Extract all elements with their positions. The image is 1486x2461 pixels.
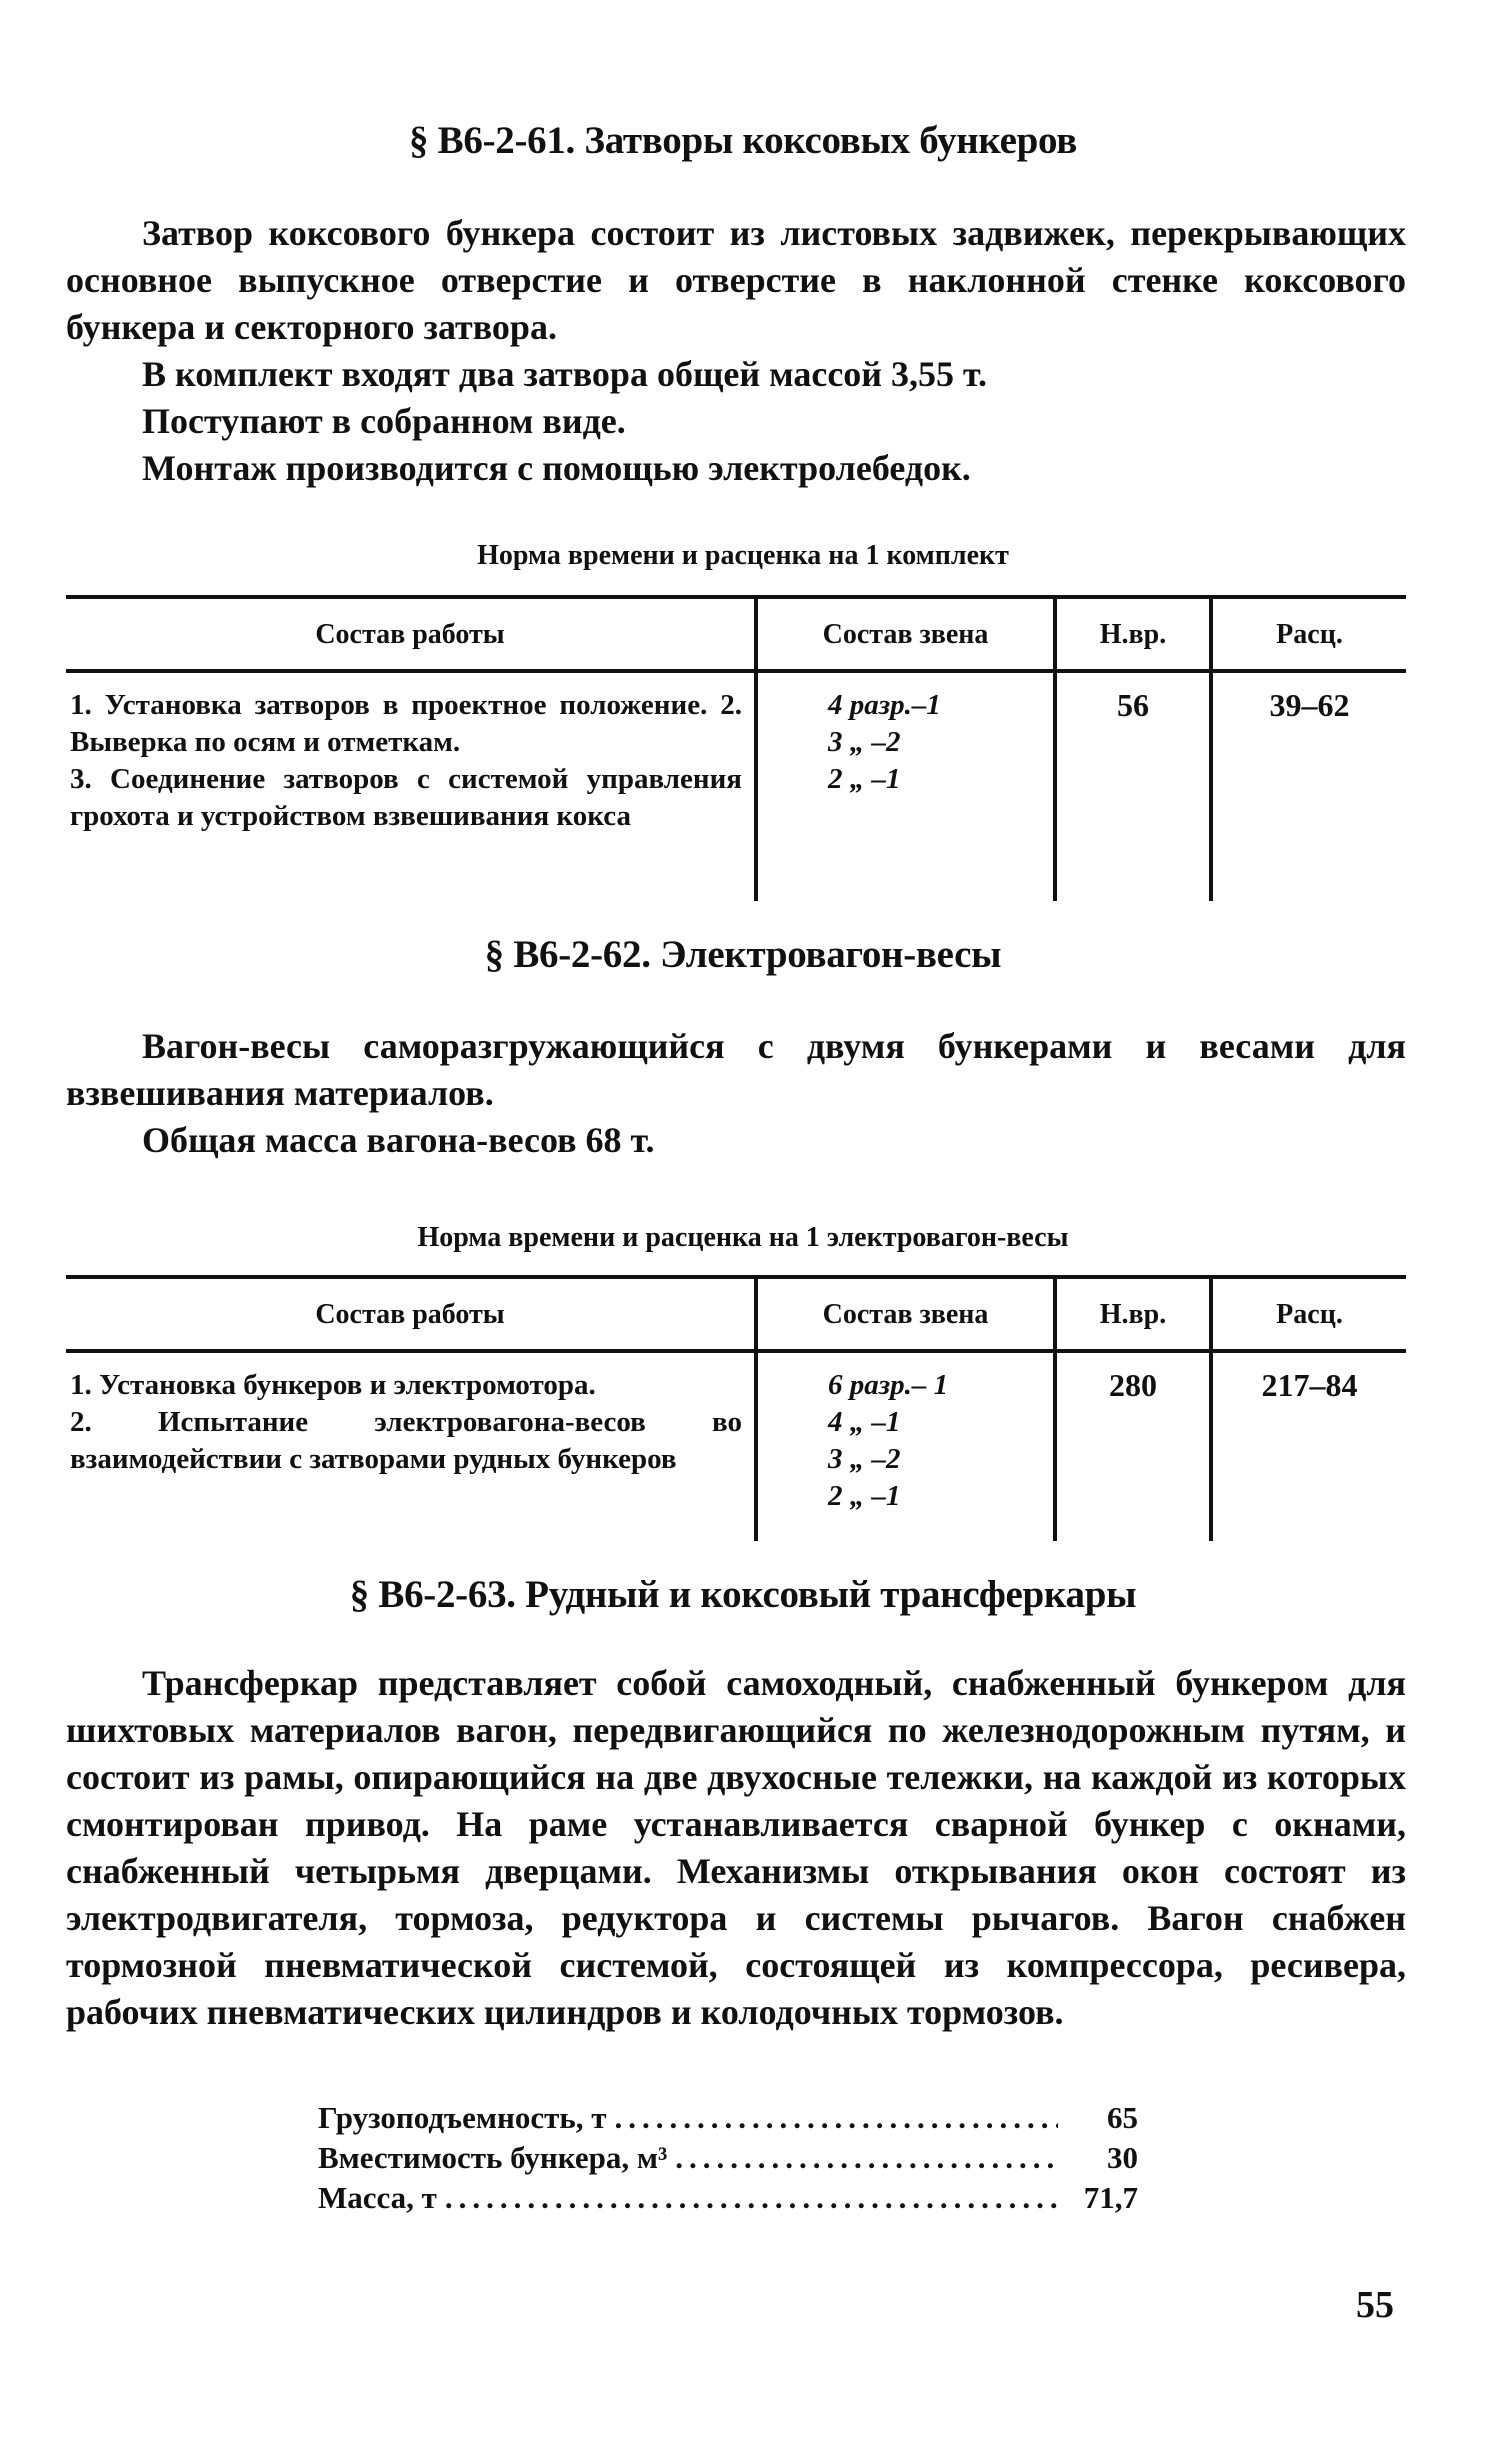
- section-heading-b6-2-61: § В6-2-61. Затворы коксовых бункеров: [409, 119, 1077, 162]
- column-header-norm: Н.вр.: [1055, 1277, 1211, 1351]
- spec-row: [318, 2098, 1138, 2138]
- crew-line: 2 „ –1: [828, 1480, 901, 1512]
- spec-value: 71,7: [1083, 2180, 1138, 2215]
- norm-value: 280: [1055, 1351, 1211, 1541]
- column-header-work: Состав работы: [66, 597, 756, 671]
- work-line: 1. Установка бункеров и электромотора.: [70, 1369, 596, 1401]
- section-heading-b6-2-63: § В6-2-63. Рудный и коксовый трансферкары: [349, 1573, 1137, 1616]
- column-header-crew: Состав звена: [756, 597, 1055, 671]
- crew-cell: [756, 1351, 1055, 1541]
- norm-table-1: [66, 595, 1406, 901]
- paragraph: Вагон-весы саморазгружающийся с двумя бункерами и весами для взвешивания материалов.: [66, 1026, 1406, 1113]
- norm-table-2: [66, 1275, 1406, 1541]
- crew-line: 3 „ –2: [828, 1443, 901, 1475]
- paragraph: Затвор коксового бункера состоит из листовых задвижек, перекрывающих основное выпускное отверстие и отверстие в наклонной стенке коксового бункера и секторного затвора.: [66, 213, 1406, 347]
- work-cell: [66, 671, 756, 901]
- price-value: 217–84: [1211, 1351, 1406, 1541]
- crew-line: 4 разр.–1: [828, 689, 941, 721]
- norm-value: 56: [1055, 671, 1211, 901]
- spec-value: 65: [1107, 2100, 1138, 2135]
- price-value: 39–62: [1211, 671, 1406, 901]
- spec-label: Вместимость бункера, м³: [318, 2140, 668, 2175]
- spec-list: [318, 2098, 1138, 2218]
- crew-line: 2 „ –1: [828, 763, 901, 795]
- crew-cell: [756, 671, 1055, 901]
- page-number: 55: [1356, 2284, 1394, 2326]
- work-line: 2. Испытание электровагона-весов во взаимодействии с затворами рудных бункеров: [70, 1406, 742, 1475]
- column-header-work: Состав работы: [66, 1277, 756, 1351]
- leader-dots: [606, 2098, 1058, 2138]
- paragraph: В комплект входят два затвора общей массой 3,55 т.: [142, 354, 988, 394]
- paragraph: Поступают в собранном виде.: [142, 401, 626, 441]
- paragraph: Трансферкар представляет собой самоходный, снабженный бункером для шихтовых материалов вагон, передвигающийся по железнодорожным путям, и состоит из рамы, опирающийся на две двухосные тележки, на каждой из которых смонтирован привод. На раме устанавливается сварной бункер с окнами, снабженный четырьмя дверцами. Механизмы открывания окон состоят из электродвигателя, тормоза, редуктора и системы рычагов. Вагон снабжен тормозной пневматической системой, состоящей из компрессора, ресивера, рабочих пневматических цилиндров и колодочных тормозов.: [66, 1663, 1406, 2032]
- leader-dots: [667, 2138, 1058, 2178]
- crew-line: 4 „ –1: [828, 1406, 901, 1438]
- table-row: [66, 671, 1406, 901]
- section-3-text: [66, 1660, 1406, 2036]
- table-caption: Норма времени и расценка на 1 электровагон-весы: [417, 1222, 1069, 1253]
- crew-line: 6 разр.– 1: [828, 1369, 949, 1401]
- work-cell: [66, 1351, 756, 1541]
- spec-row: [318, 2178, 1138, 2218]
- leader-dots: [437, 2178, 1058, 2218]
- column-header-norm: Н.вр.: [1055, 597, 1211, 671]
- work-line: 3. Соединение затворов с системой управления грохота и устройством взвешивания кокса: [70, 763, 742, 832]
- table-header-row: [66, 597, 1406, 671]
- column-header-crew: Состав звена: [756, 1277, 1055, 1351]
- spec-value: 30: [1107, 2140, 1138, 2175]
- spec-label: Масса, т: [318, 2180, 437, 2215]
- table-header-row: [66, 1277, 1406, 1351]
- section-2-text: [66, 1023, 1406, 1164]
- paragraph: Монтаж производится с помощью электролебедок.: [142, 448, 971, 488]
- column-header-price: Расц.: [1211, 1277, 1406, 1351]
- column-header-price: Расц.: [1211, 597, 1406, 671]
- crew-line: 3 „ –2: [828, 726, 901, 758]
- section-1-text: [66, 210, 1406, 492]
- spec-row: [318, 2138, 1138, 2178]
- paragraph: Общая масса вагона-весов 68 т.: [142, 1120, 655, 1160]
- table-row: [66, 1351, 1406, 1541]
- section-heading-b6-2-62: § В6-2-62. Электровагон-весы: [484, 933, 1002, 976]
- table-caption: Норма времени и расценка на 1 комплект: [477, 540, 1009, 571]
- spec-label: Грузоподъемность, т: [318, 2100, 607, 2135]
- work-line: 1. Установка затворов в проектное положение. 2. Выверка по осям и отметкам.: [70, 689, 742, 758]
